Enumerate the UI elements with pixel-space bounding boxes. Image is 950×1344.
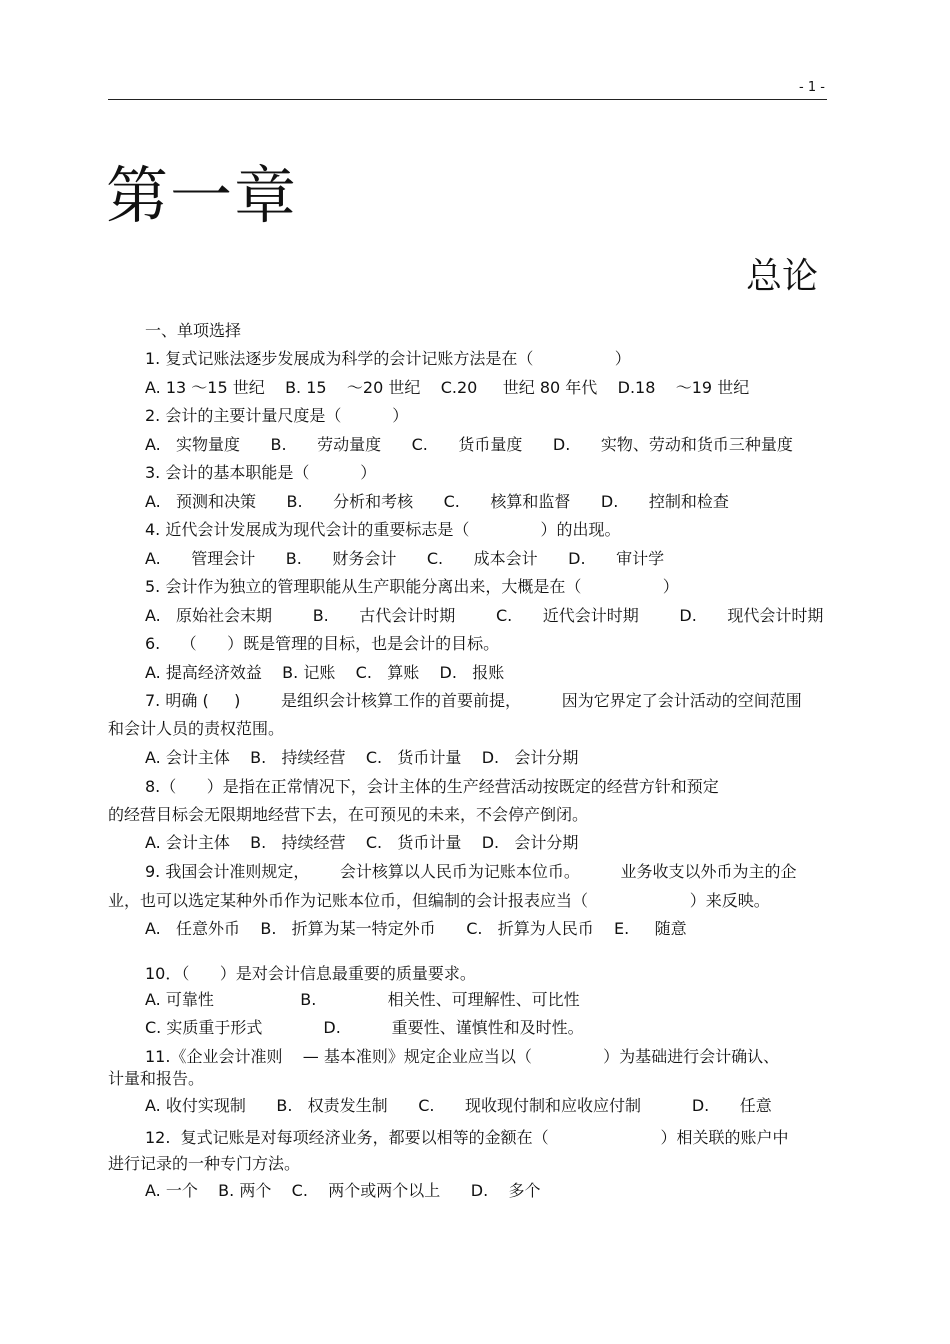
text-line: 5. 会计作为独立的管理职能从生产职能分离出来，大概是在（ ） [145,577,679,596]
page-number: - 1 - [799,80,825,95]
text-line: A. 实物量度 B. 劳动量度 C. 货币量度 D. 实物、劳动和货币三种量度 [145,435,793,454]
chapter-title: 第一章 [106,159,299,232]
text-line: 3. 会计的基本职能是（ ） [145,463,377,482]
text-line: 和会计人员的责权范围。 [108,719,285,738]
text-line: A. 管理会计 B. 财务会计 C. 成本会计 D. 审计学 [145,549,665,568]
text-line: 11.《企业会计准则 — 基本准则》规定企业应当以（ ）为基础进行会计确认、 [145,1047,780,1066]
text-line: 6. （ ）既是管理的目标，也是会计的目标。 [145,634,500,653]
section-heading: 一、单项选择 [145,321,242,340]
text-line: C. 实质重于形式 D. 重要性、谨慎性和及时性。 [145,1018,584,1037]
text-line: 10．（ ）是对会计信息最重要的质量要求。 [145,964,476,983]
text-line: 12. 复式记账是对每项经济业务，都要以相等的金额在（ ）相关联的账户中 [145,1128,789,1147]
text-line: 的经营目标会无限期地经营下去，在可预见的未来，不会停产倒闭。 [108,805,589,824]
header-rule [108,99,827,100]
text-line: 进行记录的一种专门方法。 [108,1154,301,1173]
text-line: A. 一个 B. 两个 C. 两个或两个以上 D. 多个 [145,1181,541,1200]
text-line: A. 预测和决策 B. 分析和考核 C. 核算和监督 D. 控制和检查 [145,492,729,511]
text-line: A. 可靠性 B. 相关性、可理解性、可比性 [145,990,580,1009]
text-line: 9. 我国会计准则规定， 会计核算以人民币为记账本位币。 业务收支以外币为主的企 [145,862,797,881]
text-line: 4. 近代会计发展成为现代会计的重要标志是（ ）的出现。 [145,520,621,539]
text-line: 8.（ ）是指在正常情况下，会计主体的生产经营活动按既定的经营方针和预定 [145,777,719,796]
text-line: 1. 复式记账法逐步发展成为科学的会计记账方法是在（ ） [145,349,631,368]
text-line: A. 会计主体 B. 持续经营 C. 货币计量 D. 会计分期 [145,833,579,852]
text-line: 计量和报告。 [108,1069,205,1088]
text-line: A. 会计主体 B. 持续经营 C. 货币计量 D. 会计分期 [145,748,579,767]
text-line: A. 13 ～15 世纪 B. 15 ～20 世纪 C.20 世纪 80 年代 D.18 ～19 世纪 [145,378,750,397]
text-line: A. 原始社会末期 B. 古代会计时期 C. 近代会计时期 D. 现代会计时期 [145,606,824,625]
text-line: A. 任意外币 B. 折算为某一特定外币 C. 折算为人民币 E. 随意 [145,919,687,938]
text-line: 业，也可以选定某种外币作为记账本位币，但编制的会计报表应当（ ）来反映。 [108,891,770,910]
text-line: 2. 会计的主要计量尺度是（ ） [145,406,409,425]
text-line: A. 提高经济效益 B. 记账 C. 算账 D. 报账 [145,663,505,682]
text-line: A. 收付实现制 B. 权责发生制 C. 现收现付制和应收应付制 D. 任意 [145,1096,772,1115]
chapter-subtitle: 总论 [745,256,818,297]
text-line: 7. 明确 ( ) 是组织会计核算工作的首要前提， 因为它界定了会计活动的空间范围 [145,691,802,710]
